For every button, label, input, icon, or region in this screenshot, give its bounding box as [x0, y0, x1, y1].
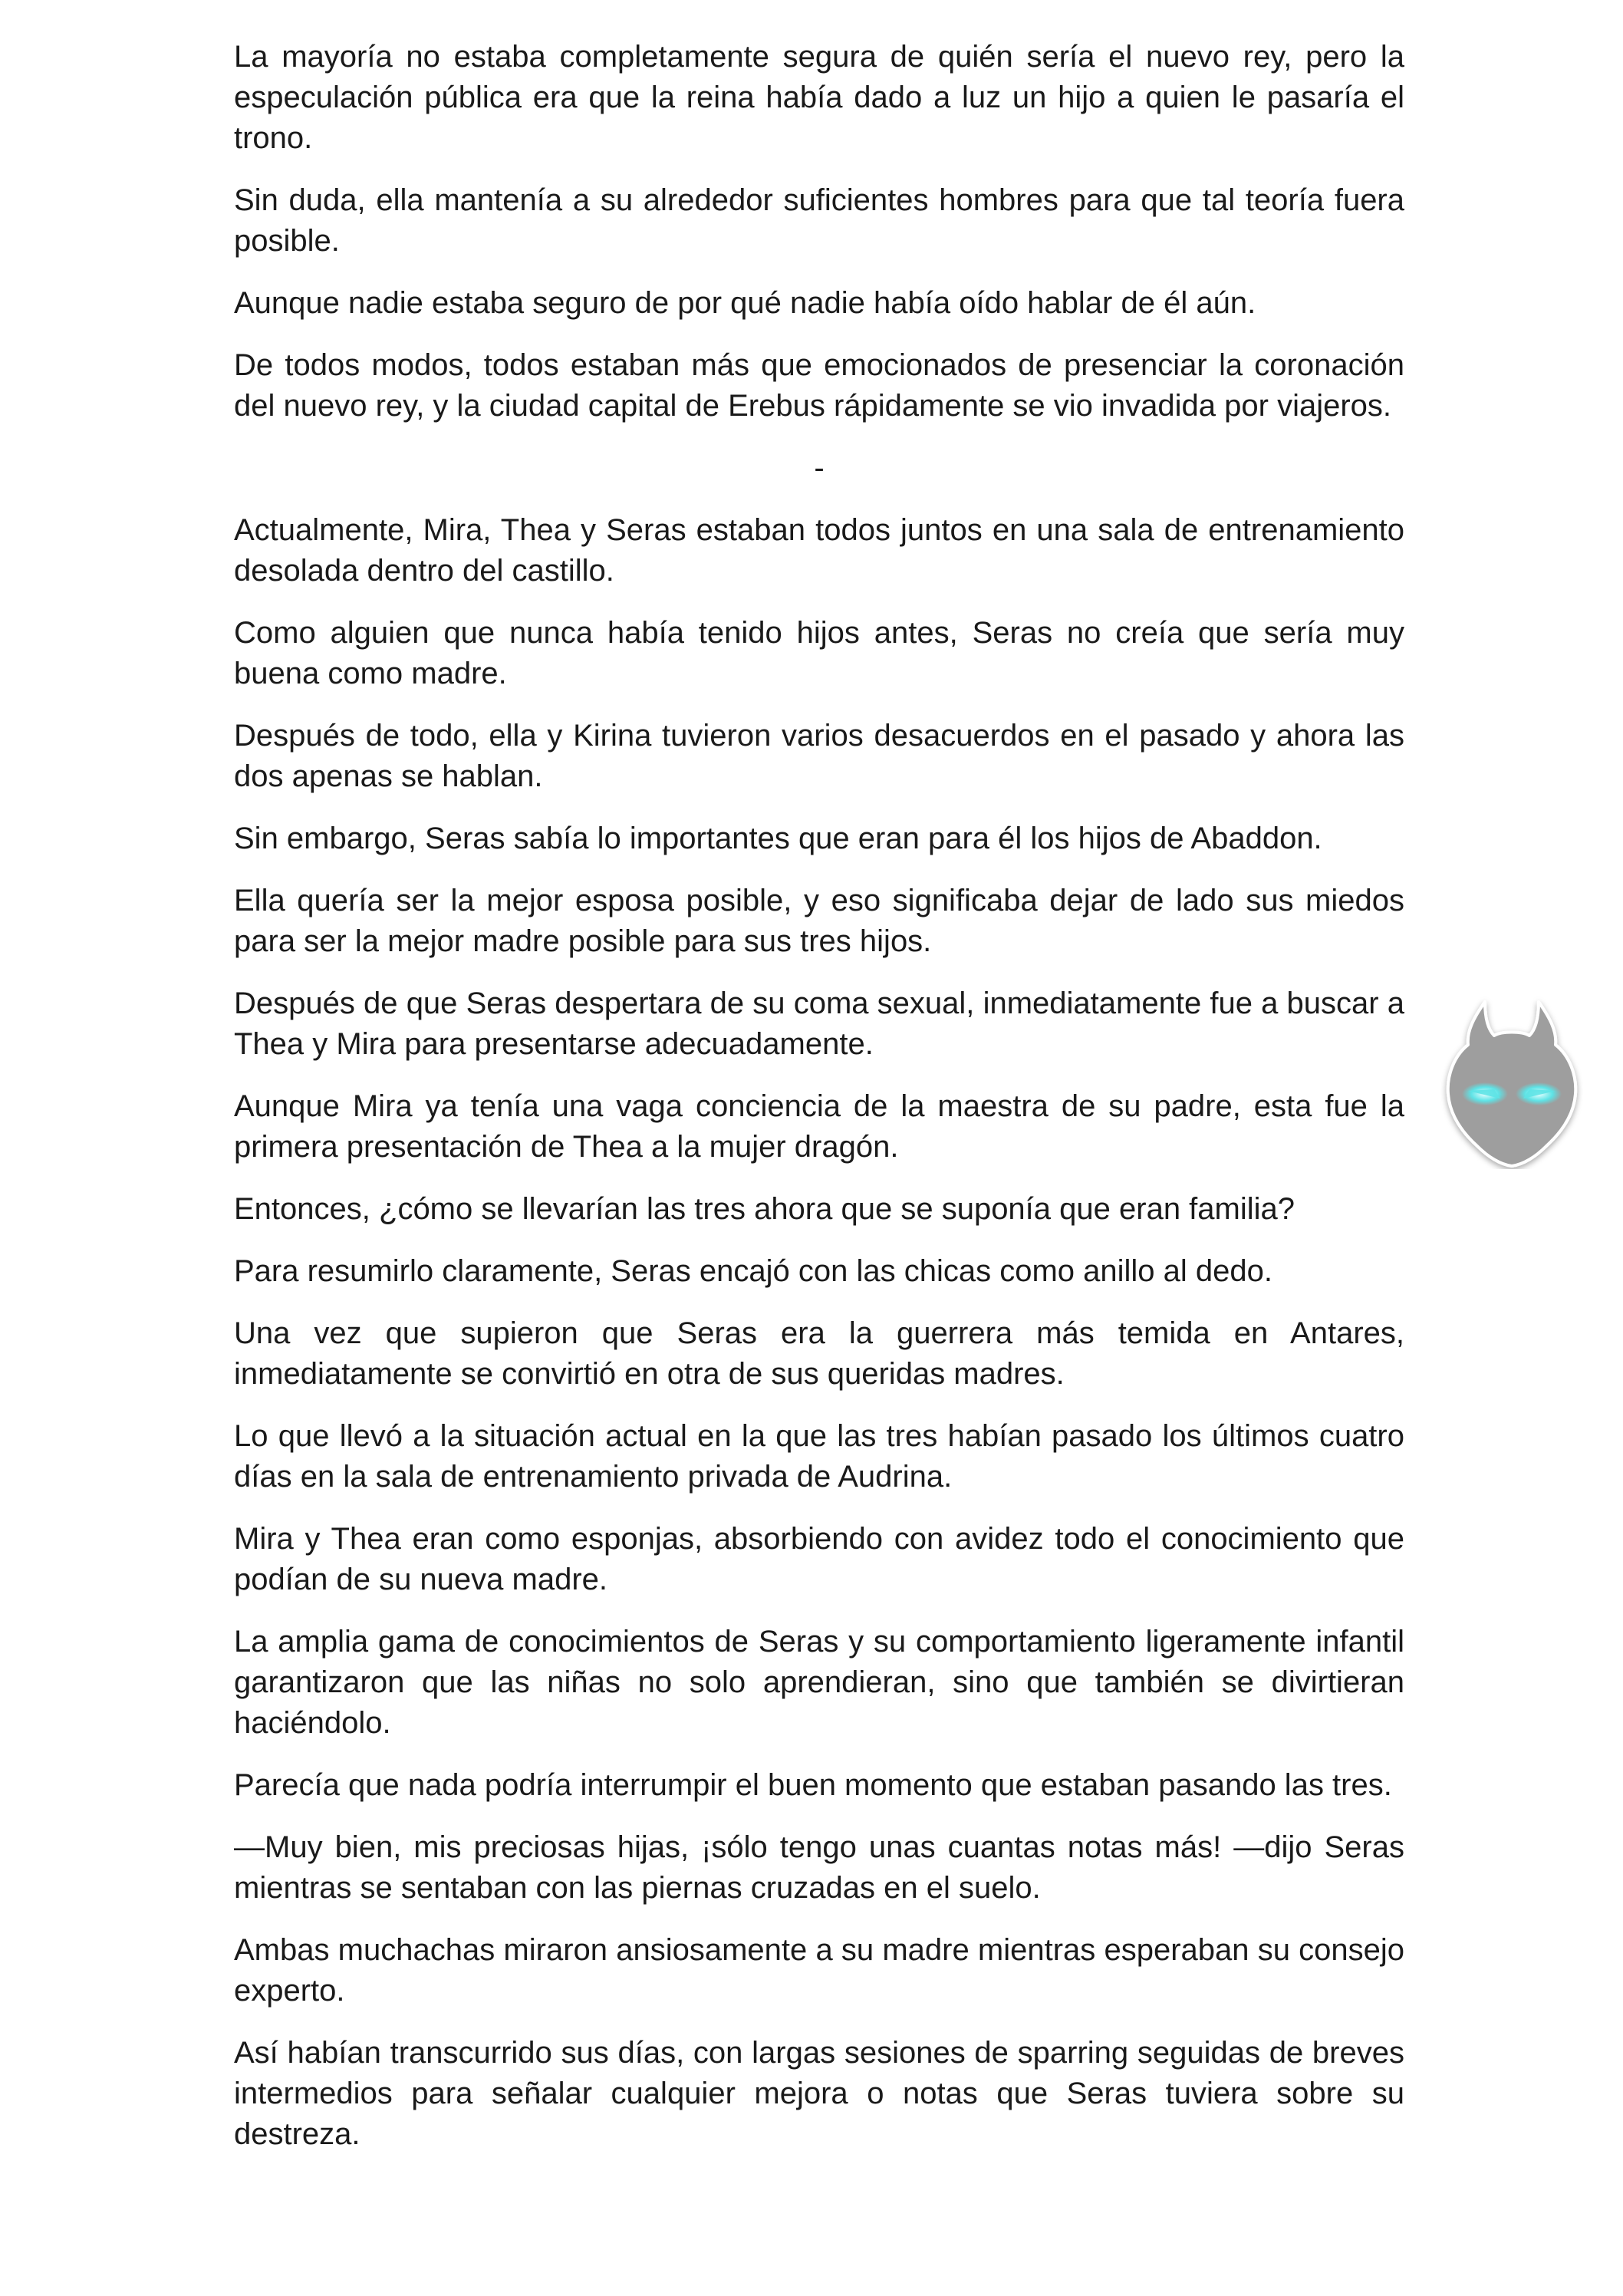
paragraph: Mira y Thea eran como esponjas, absorbiendo con avidez todo el conocimiento que podían de su nueva madre. — [234, 1522, 1404, 1596]
demon-head-icon — [1440, 996, 1583, 1169]
demon-head-shape — [1448, 1002, 1576, 1166]
paragraph: Para resumirlo claramente, Seras encajó con las chicas como anillo al dedo. — [234, 1254, 1273, 1288]
paragraph: —Muy bien, mis preciosas hijas, ¡sólo tengo unas cuantas notas más! —dijo Seras mientras se sentaban con las piernas cruzadas en el suelo. — [234, 1830, 1404, 1905]
paragraph: Sin duda, ella mantenía a su alrededor suficientes hombres para que tal teoría fuera posible. — [234, 183, 1404, 258]
paragraph: Aunque Mira ya tenía una vaga conciencia de la maestra de su padre, esta fue la primera presentación de Thea a la mujer dragón. — [234, 1089, 1404, 1164]
paragraph: Parecía que nada podría interrumpir el buen momento que estaban pasando las tres. — [234, 1768, 1392, 1802]
paragraph: Después de que Seras despertara de su coma sexual, inmediatamente fue a buscar a Thea y Mira para presentarse adecuadamente. — [234, 987, 1404, 1061]
paragraph: La mayoría no estaba completamente segura de quién sería el nuevo rey, pero la especulación pública era que la reina había dado a luz un hijo a quien le pasaría el trono. — [234, 40, 1404, 155]
paragraph: Así habían transcurrido sus días, con largas sesiones de sparring seguidas de breves intermedios para señalar cualquier mejora o notas que Seras tuviera sobre su destreza. — [234, 2036, 1404, 2151]
document-body — [234, 37, 1404, 2176]
paragraph: Lo que llevó a la situación actual en la que las tres habían pasado los últimos cuatro días en la sala de entrenamiento privada de Audrina. — [234, 1419, 1404, 1494]
paragraph: Como alguien que nunca había tenido hijos antes, Seras no creía que sería muy buena como madre. — [234, 616, 1404, 690]
paragraph: Una vez que supieron que Seras era la guerrera más temida en Antares, inmediatamente se convirtió en otra de sus queridas madres. — [234, 1316, 1404, 1391]
paragraph: Aunque nadie estaba seguro de por qué nadie había oído hablar de él aún. — [234, 286, 1256, 320]
paragraph: Ella quería ser la mejor esposa posible, y eso significaba dejar de lado sus miedos para ser la mejor madre posible para sus tres hijos. — [234, 884, 1404, 958]
paragraph: Actualmente, Mira, Thea y Seras estaban todos juntos en una sala de entrenamiento desolada dentro del castillo. — [234, 513, 1404, 588]
paragraph: La amplia gama de conocimientos de Seras y su comportamiento ligeramente infantil garantizaron que las niñas no solo aprendieran, sino que también se divirtieran haciéndolo. — [234, 1625, 1404, 1740]
paragraph: Después de todo, ella y Kirina tuvieron varios desacuerdos en el pasado y ahora las dos apenas se hablan. — [234, 719, 1404, 793]
paragraph: Sin embargo, Seras sabía lo importantes que eran para él los hijos de Abaddon. — [234, 822, 1322, 855]
paragraph: Entonces, ¿cómo se llevarían las tres ahora que se suponía que eran familia? — [234, 1192, 1295, 1226]
paragraph: Ambas muchachas miraron ansiosamente a su madre mientras esperaban su consejo experto. — [234, 1933, 1404, 2008]
paragraph: De todos modos, todos estaban más que emocionados de presenciar la coronación del nuevo rey, y la ciudad capital de Erebus rápidamente se vio invadida por viajeros. — [234, 348, 1404, 423]
scene-break: - — [814, 451, 825, 485]
